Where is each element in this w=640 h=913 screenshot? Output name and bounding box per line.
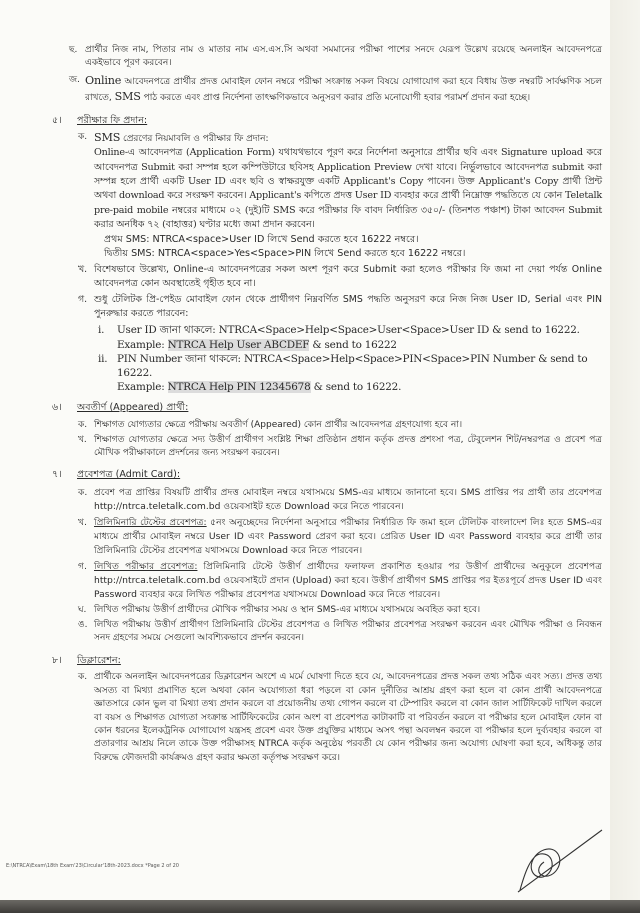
item-marker: ঙ. (78, 619, 88, 630)
recovery-example (117, 338, 602, 352)
item-heading: প্রেরণের নিয়মাবলি ও পরীক্ষার ফি প্রদান: (120, 134, 269, 145)
recovery-text: User ID জানা থাকলে: NTRCA<Space>Help<Space>User<Space>User ID & send to 16222. (117, 324, 580, 337)
list-item-chha (60, 44, 602, 70)
recovery-option-user-id (60, 323, 602, 351)
item-text: বিশেষভাবে উল্লেখ্য, Online-এ আবেদনপত্রের সকল অংশ পূরণ করে Submit করা হলেও পরীক্ষার ফি জমা না দেয়া পর্যন্ত Online আবেদনপত্র কোন অবস্থাতেই গৃহীত হবে না। (94, 264, 602, 290)
item-text: ৫নং অনুচ্ছেদের নির্দেশনা অনুসারে পরীক্ষার নির্ধারিত ফি জমা হলে টেলিটক বাংলাদেশ লিঃ হতে SMS-এর মাধ্যমে প্রার্থীর মোবাইল নম্বরে User ID এবং Password প্রেরণ করা হবে। প্রেরিত User ID এবং Password ব্যবহার করে প্রার্থী তার প্রিলিমিনারি টেস্টের প্রবেশপত্র যথাসময়ে Download করে নিতে পারবেন। (94, 516, 602, 556)
section-6-heading (52, 401, 602, 414)
paper-edge-bottom (0, 900, 640, 913)
section-7-item (60, 516, 602, 558)
section-8-item (60, 671, 602, 765)
document-content (52, 44, 602, 767)
item-text: শিক্ষাগত যোগ্যতার ক্ষেত্রে সদ্য উত্তীর্ণ প্রার্থীগণ সংশ্লিষ্ট শিক্ষা প্রতিষ্ঠান প্রধান কর্তৃক প্রদত্ত প্রশংসা পত্র, টেবুলেশন শিট/নম্বরপত্র ও প্রবেশ পত্র মৌখিক পরীক্ষাকালে প্রদর্শনের জন্য সংরক্ষণ করবেন। (94, 434, 602, 459)
fee-instructions-paragraph: Online-এ আবেদনপত্র (Application Form) যথাযথভাবে পূরণ করে নির্দেশনা অনুসারে প্রার্থীর ছবি এবং Signature upload করে আবেদনপত্র Submit করা সম্পন্ন হলে কম্পিউটারে ছবিসহ Application Preview দেখা যাবে। নির্ভুলভাবে আবেদনপত্র submit করা সম্পন্ন হলে প্রার্থী একটি User ID এবং ছবি ও স্বাক্ষরযুক্ত একটি Applicant's Copy পাবেন। উক্ত Applicant's Copy প্রার্থী প্রিন্ট অথবা download করে সংরক্ষণ করবেন। Applicant's কপিতে প্রদত্ত User ID ব্যবহার করে প্রার্থী নিম্নোক্ত পদ্ধতিতে যে কোন Teletalk pre-paid mobile নম্বরের মাধ্যমে ০২ (দুই)টি SMS করে পরীক্ষার ফি বাবদ নির্ধারিত ৩৫০/- (তিনশত পঞ্চাশ) টাকা আবেদন Submit করার অনধিক ৭২ (বাহাত্তর) ঘণ্টার মধ্যে জমা প্রদান করবেন। (94, 147, 602, 231)
example-label: Example: (117, 381, 168, 394)
first-sms-instruction: প্রথম SMS: NTRCA<space>User ID লিখে Send করতে হবে 16222 নম্বরে। (104, 233, 419, 245)
section-number: ৬। (52, 402, 62, 414)
roman-marker: ii. (98, 352, 108, 365)
section-8-heading (52, 654, 602, 667)
recovery-example (117, 380, 602, 394)
item-text: প্রবেশ পত্র প্রাপ্তির বিষয়টি প্রার্থীর প্রদত্ত মোবাইল নম্বরে যথাসময়ে SMS-এর মাধ্যমে জানানো হবে। SMS প্রাপ্তির পর প্রার্থী তার প্রবেশপত্র http://ntrca.teletalk.com.bd ওয়েবসাইট হতে Download করে নিতে পারবেন। (94, 486, 602, 512)
section-title: প্রবেশপত্র (Admit Card): (77, 469, 181, 481)
second-sms-instruction: দ্বিতীয় SMS: NTRCA<space>Yes<Space>PIN লিখে Send করতে হবে 16222 নম্বরে। (104, 248, 466, 260)
item-text: লিখিত পরীক্ষায় উত্তীর্ণ প্রার্থীগণ প্রিলিমিনারি টেস্টের প্রবেশপত্র ও লিখিত পরীক্ষার প্রবেশপত্র সংরক্ষণ করবেন এবং মৌখিক পরীক্ষা ও নিবন্ধন সনদ গ্রহণের সময়ে সেগুলো আবশ্যিকভাবে প্রদর্শন করবেন। (94, 619, 602, 643)
item-text: প্রার্থীকে অনলাইন আবেদনপত্রের ডিক্লারেশন অংশে এ মর্মে ঘোষণা দিতে হবে যে, আবেদনপত্রের প্রদত্ত সকল তথ্য সঠিক এবং সত্য। প্রদত্ত তথ্য অসত্য বা মিথ্যা প্রমাণিত হলে অথবা কোন অযোগ্যতা ধরা পড়লে বা কোন দুর্নীতির আশ্রয় গ্রহণ করা হলে বা কোন প্রার্থী আবেদনপত্রে জ্ঞাতসারে কোন ভুল বা মিথ্যা তথ্য প্রদান করলে বা প্রয়োজনীয় তথ্য গোপন করলে বা টেম্পারিং করলে বা কোন জাল সার্টিফিকেট দাখিল করলে বা বয়স ও শিক্ষাগত যোগ্যতা সংক্রান্ত সার্টিফিকেটের কোন অংশ বা প্রবেশপত্র কাটাকাটি বা পরিবর্তন করলে বা পরীক্ষার হলে মোবাইল ফোন বা কোন ধরনের ইলেকট্রনিক যোগাযোগ যন্ত্রসহ প্রবেশ এবং উক্ত প্রযুক্তির মাধ্যমে অসৎ পন্থা অবলম্বন করলে বা পরীক্ষার হলে দুর্ব্যবহার করলে বা প্রতারণার আশ্রয় নিলে তাকে উক্ত পরীক্ষাসহ NTRCA কর্তৃক অনুষ্ঠেয় পরবর্তী যে কোন পরীক্ষার জন্য অযোগ্য ঘোষণা করা হবে, অধিকন্তু তার বিরুদ্ধে ফৌজদারী কার্যক্রমও গ্রহণ করার ক্ষমতা কর্তৃপক্ষ সংরক্ষণ করে। (94, 672, 602, 763)
item-marker: ক. (78, 672, 88, 683)
roman-marker: i. (98, 324, 105, 337)
item-text: প্রার্থীর নিজ নাম, পিতার নাম ও মাতার নাম এস.এস.সি অথবা সমমানের পরীক্ষা পাশের সনদে যেরূপ উল্লেখ রয়েছে অনলাইন আবেদনপত্রে একইভাবে পূরণ করবেন। (85, 45, 602, 69)
section-title: ডিক্লারেশন: (77, 655, 121, 667)
item-marker: গ. (78, 560, 87, 572)
item-lead: লিখিত পরীক্ষার প্রবেশপত্র: (94, 560, 198, 572)
section-6-item (60, 419, 602, 432)
item-marker: জ. (69, 75, 80, 86)
section-5-heading (52, 114, 602, 127)
sms-term: SMS (94, 131, 121, 145)
item-marker: খ. (78, 516, 87, 528)
section-7-heading (52, 468, 602, 481)
section-7-item (60, 604, 602, 617)
example-code: NTRCA Help PIN 12345678 (167, 381, 311, 394)
item-marker: ঘ. (78, 604, 87, 615)
item-marker: ক. (78, 419, 88, 430)
list-item-ja (60, 74, 602, 104)
recovery-text: PIN Number জানা থাকলে: NTRCA<Space>Help<Space>PIN<Space>PIN Number & send to 16222. (117, 352, 588, 380)
recovery-option-pin (60, 352, 602, 395)
item-marker: খ. (78, 434, 87, 445)
item-marker: ছ. (69, 45, 78, 55)
footer-file-path: E:\NTRCA\Exam\18th Exam'23\Circular'18th-2023.docx *Page 2 of 20 (6, 863, 179, 869)
item-text: আবেদনপত্রে প্রার্থীর প্রদত্ত মোবাইল ফোন নম্বরে পরীক্ষা সংক্রান্ত সকল বিষয়ে যোগাযোগ করা হবে বিধায় উক্ত নম্বরটি সার্বক্ষণিক সচল রাখতে, (85, 77, 602, 103)
example-tail: & send to 16222 (309, 338, 397, 351)
section-title: পরীক্ষার ফি প্রদান: (77, 114, 148, 126)
item-marker: ক. (78, 132, 88, 143)
section-5-item-ka (60, 131, 602, 261)
section-number: ৭। (52, 469, 62, 481)
section-7-item (60, 486, 602, 514)
example-label: Example: (117, 338, 168, 351)
item-marker: খ. (78, 264, 88, 276)
section-5-item-kha (60, 263, 602, 291)
online-term: Online (85, 74, 122, 88)
item-marker: ক. (78, 486, 88, 498)
item-marker: গ. (78, 294, 88, 306)
section-7-item (60, 619, 602, 645)
example-code: NTRCA Help User ABCDEF (167, 338, 310, 351)
section-number: ৫। (52, 114, 62, 126)
section-6-item (60, 434, 602, 460)
item-text: লিখিত পরীক্ষায় উত্তীর্ণ প্রার্থীদের মৌখিক পরীক্ষার সময় ও স্থান SMS-এর মাধ্যমে যথাসময়ে অবহিত করা হবে। (94, 604, 481, 615)
section-7-item (60, 560, 602, 602)
paper-edge-right (610, 0, 640, 913)
item-text: প্রিলিমিনারি টেস্টে উত্তীর্ণ প্রার্থীদের ফলাফল প্রকাশিত হওয়ার পর উত্তীর্ণ প্রার্থীদের অনুকূলে প্রবেশপত্র http://ntrca.teletalk.com.bd ওয়েবসাইটে প্রদান (Upload) করা হবে। উত্তীর্ণ প্রার্থীগণ SMS প্রাপ্তির পর ইতঃপূর্বে প্রদত্ত User ID এবং Password ব্যবহার করে লিখিত পরীক্ষার প্রবেশপত্র যথাসময়ে Download করে নিতে পারবেন। (94, 560, 602, 600)
item-text: শুধু টেলিটক প্রি-পেইড মোবাইল ফোন থেকে প্রার্থীগণ নিম্নবর্ণিত SMS পদ্ধতি অনুসরণ করে নিজ নিজ User ID, Serial এবং PIN পুনরুদ্ধার করতে পারবেন: (94, 294, 602, 320)
signature-image (510, 826, 605, 896)
section-5-item-ga (60, 293, 602, 321)
sms-term: SMS (114, 89, 141, 103)
section-number: ৮। (52, 655, 62, 667)
item-lead: প্রিলিমিনারি টেস্টের প্রবেশপত্র: (94, 516, 207, 528)
item-text-cont: পাঠ করতে এবং প্রাপ্ত নির্দেশনা তাৎক্ষণিকভাবে অনুসরণ করার প্রতি মনোযোগী হবার পরামর্শ প্রদান করা হচ্ছে। (140, 92, 531, 103)
item-text: শিক্ষাগত যোগ্যতার ক্ষেত্রে পরীক্ষায় অবতীর্ণ (Appeared) কোন প্রার্থীর আবেদনপত্র গ্রহণযোগ্য হবে না। (94, 419, 463, 430)
signature-stroke (518, 830, 602, 892)
section-title: অবতীর্ণ (Appeared) প্রার্থী: (77, 402, 189, 414)
example-tail: & send to 16222. (310, 381, 402, 394)
